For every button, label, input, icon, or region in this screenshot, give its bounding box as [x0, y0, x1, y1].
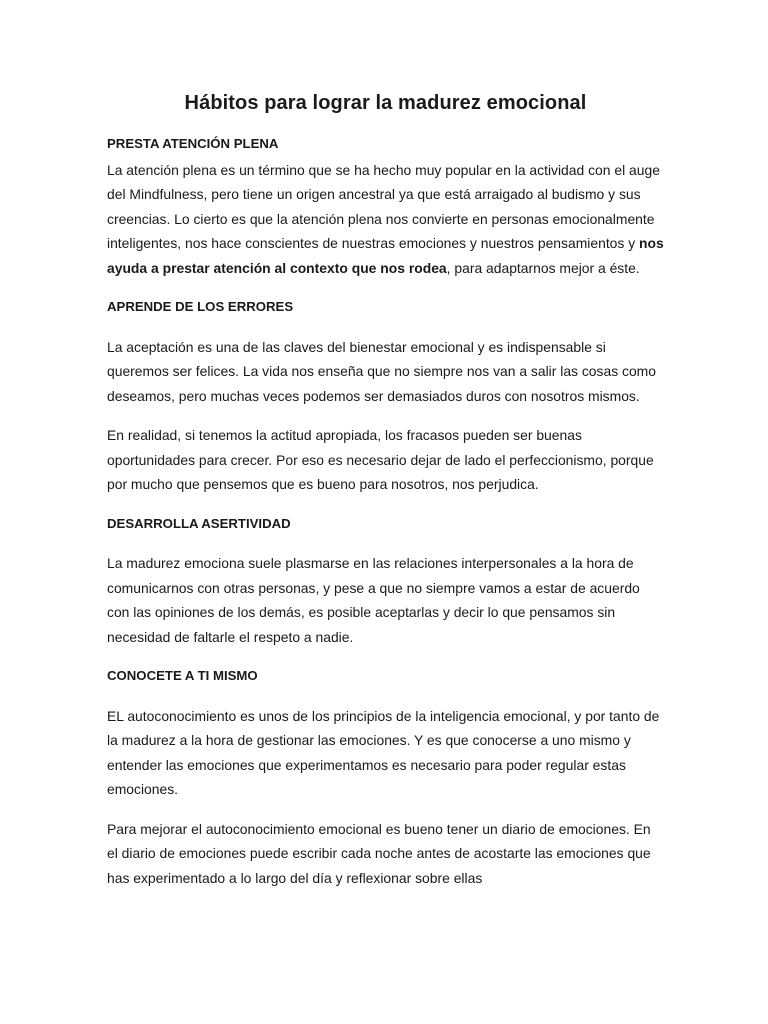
paragraph-diario-emociones: Para mejorar el autoconocimiento emocional es bueno tener un diario de emociones. En el diario de emociones puede escribir cada noche antes de acostarte las emociones que has experimentado a lo largo del día y reflexionar sobre ellas — [107, 820, 651, 886]
paragraph-asertividad: La madurez emociona suele plasmarse en las relaciones interpersonales a la hora de comunicarnos con otras personas, y pese a que no siempre vamos a estar de acuerdo con las opiniones de los demás, es posible aceptarlas y decir lo que pensamos sin necesidad de faltarle el respeto a nadie. — [107, 555, 640, 645]
section-heading-presta-atencion: PRESTA ATENCIÓN PLENA — [107, 136, 279, 151]
paragraph-bold-text: nos ayuda a prestar atención al contexto que nos rodea — [107, 235, 664, 276]
paragraph-text: , para adaptarnos mejor a éste. — [446, 259, 640, 276]
section-heading-conocete: CONOCETE A TI MISMO — [107, 668, 258, 683]
paragraph-fracasos: En realidad, si tenemos la actitud apropiada, los fracasos pueden ser buenas oportunidades para crecer. Por eso es necesario dejar de lado el perfeccionismo, porque por mucho que pensemos que es bueno para nosotros, nos perjudica. — [107, 427, 654, 492]
paragraph-aceptacion: La aceptación es una de las claves del bienestar emocional y es indispensable si queremos ser felices. La vida nos enseña que no siempre nos van a salir las cosas como deseamos, pero muchas veces podemos ser demasiados duros con nosotros mismos. — [107, 338, 656, 404]
document-title: Hábitos para lograr la madurez emocional — [184, 92, 587, 114]
section-heading-aprende-errores: APRENDE DE LOS ERRORES — [107, 299, 294, 314]
paragraph-atencion-plena — [107, 158, 664, 281]
section-heading-asertividad: DESARROLLA ASERTIVIDAD — [107, 515, 291, 531]
paragraph-text: La atención plena es un término que se ha hecho muy popular en la actividad con el auge del Mindfulness, pero tiene un origen ancestral ya que está arraigado al budismo y sus creencias. Lo cierto es que la atención plena nos convierte en personas emocionalmente inteligentes, nos hace conscientes de nuestras emociones y nuestros pensamientos y — [107, 161, 660, 251]
paragraph-autoconocimiento: EL autoconocimiento es unos de los principios de la inteligencia emocional, y por tanto de la madurez a la hora de gestionar las emociones. Y es que conocerse a uno mismo y entender las emociones que experimentamos es necesario para poder regular estas emociones. — [107, 707, 660, 797]
